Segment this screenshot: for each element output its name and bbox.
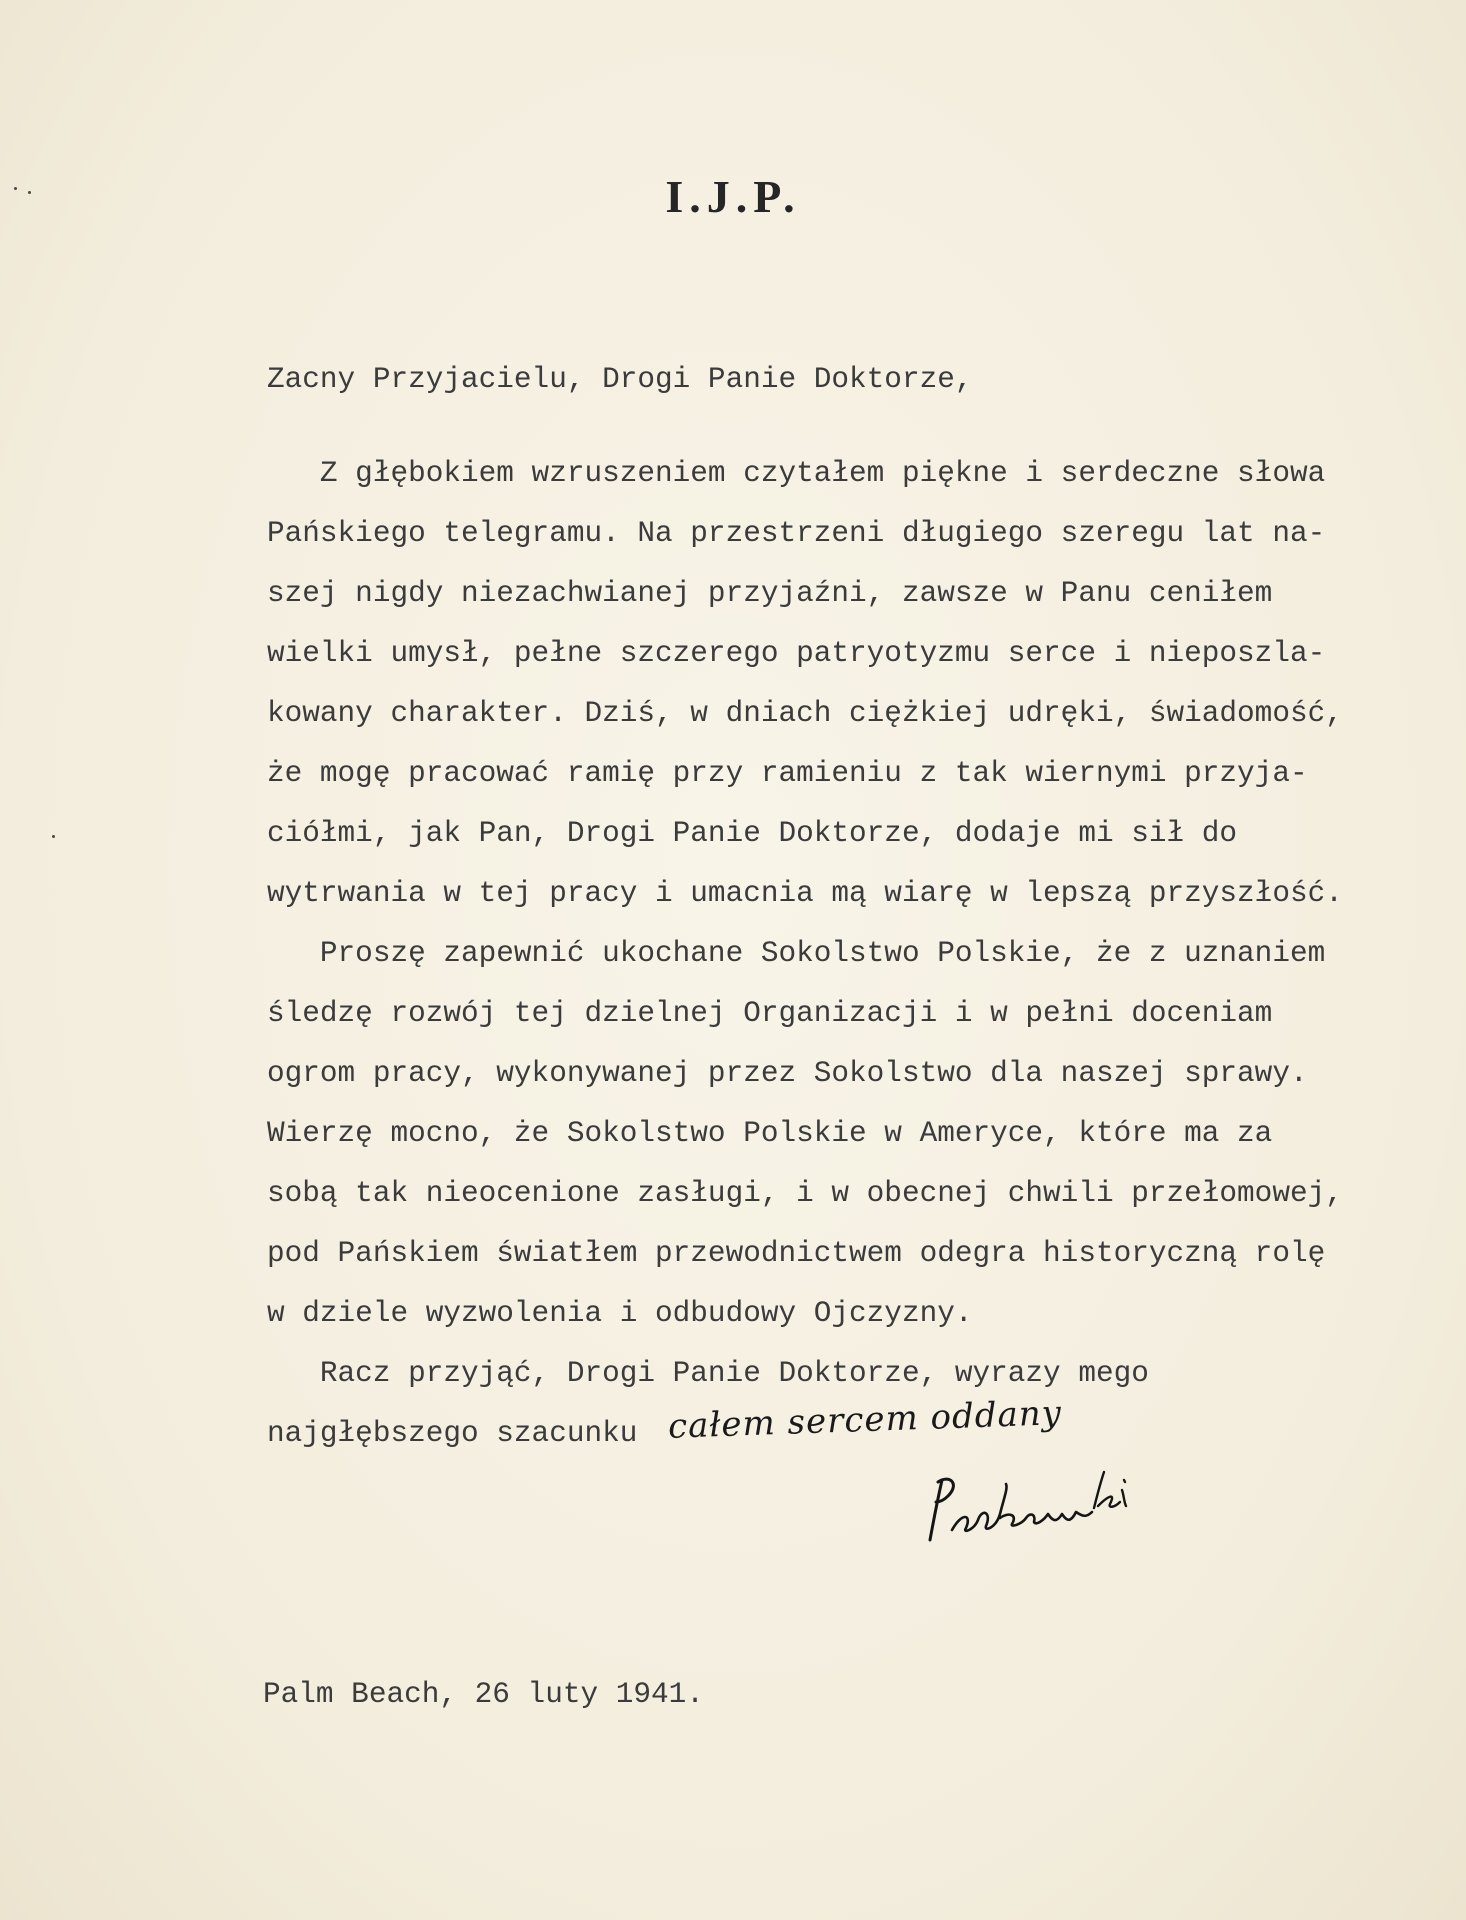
letterhead-initials: I.J.P.	[665, 171, 801, 222]
paper-speck	[14, 187, 17, 190]
handwritten-closing: całem sercem oddany	[667, 1393, 1063, 1447]
body-line: że mogę pracować ramię przy ramieniu z tak wiernymi przyja-	[267, 757, 1308, 790]
body-line: Racz przyjąć, Drogi Panie Doktorze, wyrazy mego	[267, 1357, 1149, 1390]
body-line: śledzę rozwój tej dzielnej Organizacji i w pełni doceniam	[267, 997, 1273, 1030]
greeting-line: Zacny Przyjacielu, Drogi Panie Doktorze,	[267, 363, 973, 396]
body-line: w dziele wyzwolenia i odbudowy Ojczyzny.	[267, 1297, 973, 1330]
body-line: Proszę zapewnić ukochane Sokolstwo Polskie, że z uznaniem	[267, 937, 1326, 970]
date-line: Palm Beach, 26 luty 1941.	[263, 1678, 704, 1711]
body-line: wielki umysł, pełne szczerego patryotyzmu serce i nieposzla-	[267, 637, 1326, 670]
paper-speck	[52, 835, 55, 838]
paper-speck	[28, 191, 31, 194]
body-line: Z głębokiem wzruszeniem czytałem piękne i serdeczne słowa	[267, 457, 1326, 490]
body-line: kowany charakter. Dziś, w dniach ciężkiej udręki, świadomość,	[267, 697, 1343, 730]
handwritten-signature	[916, 1468, 1136, 1568]
body-line: pod Pańskiem światłem przewodnictwem odegra historyczną rolę	[267, 1237, 1326, 1270]
body-line: ogrom pracy, wykonywanej przez Sokolstwo dla naszej sprawy.	[267, 1057, 1308, 1090]
body-line: Wierzę mocno, że Sokolstwo Polskie w Ameryce, które ma za	[267, 1117, 1273, 1150]
body-line: sobą tak nieocenione zasługi, i w obecnej chwili przełomowej,	[267, 1177, 1343, 1210]
body-line: najgłębszego szacunku	[267, 1417, 638, 1450]
body-line: ciółmi, jak Pan, Drogi Panie Doktorze, dodaje mi sił do	[267, 817, 1238, 850]
body-line: Pańskiego telegramu. Na przestrzeni długiego szeregu lat na-	[267, 517, 1326, 550]
body-line: szej nigdy niezachwianej przyjaźni, zawsze w Panu ceniłem	[267, 577, 1273, 610]
body-line: wytrwania w tej pracy i umacnia mą wiarę w lepszą przyszłość.	[267, 877, 1343, 910]
